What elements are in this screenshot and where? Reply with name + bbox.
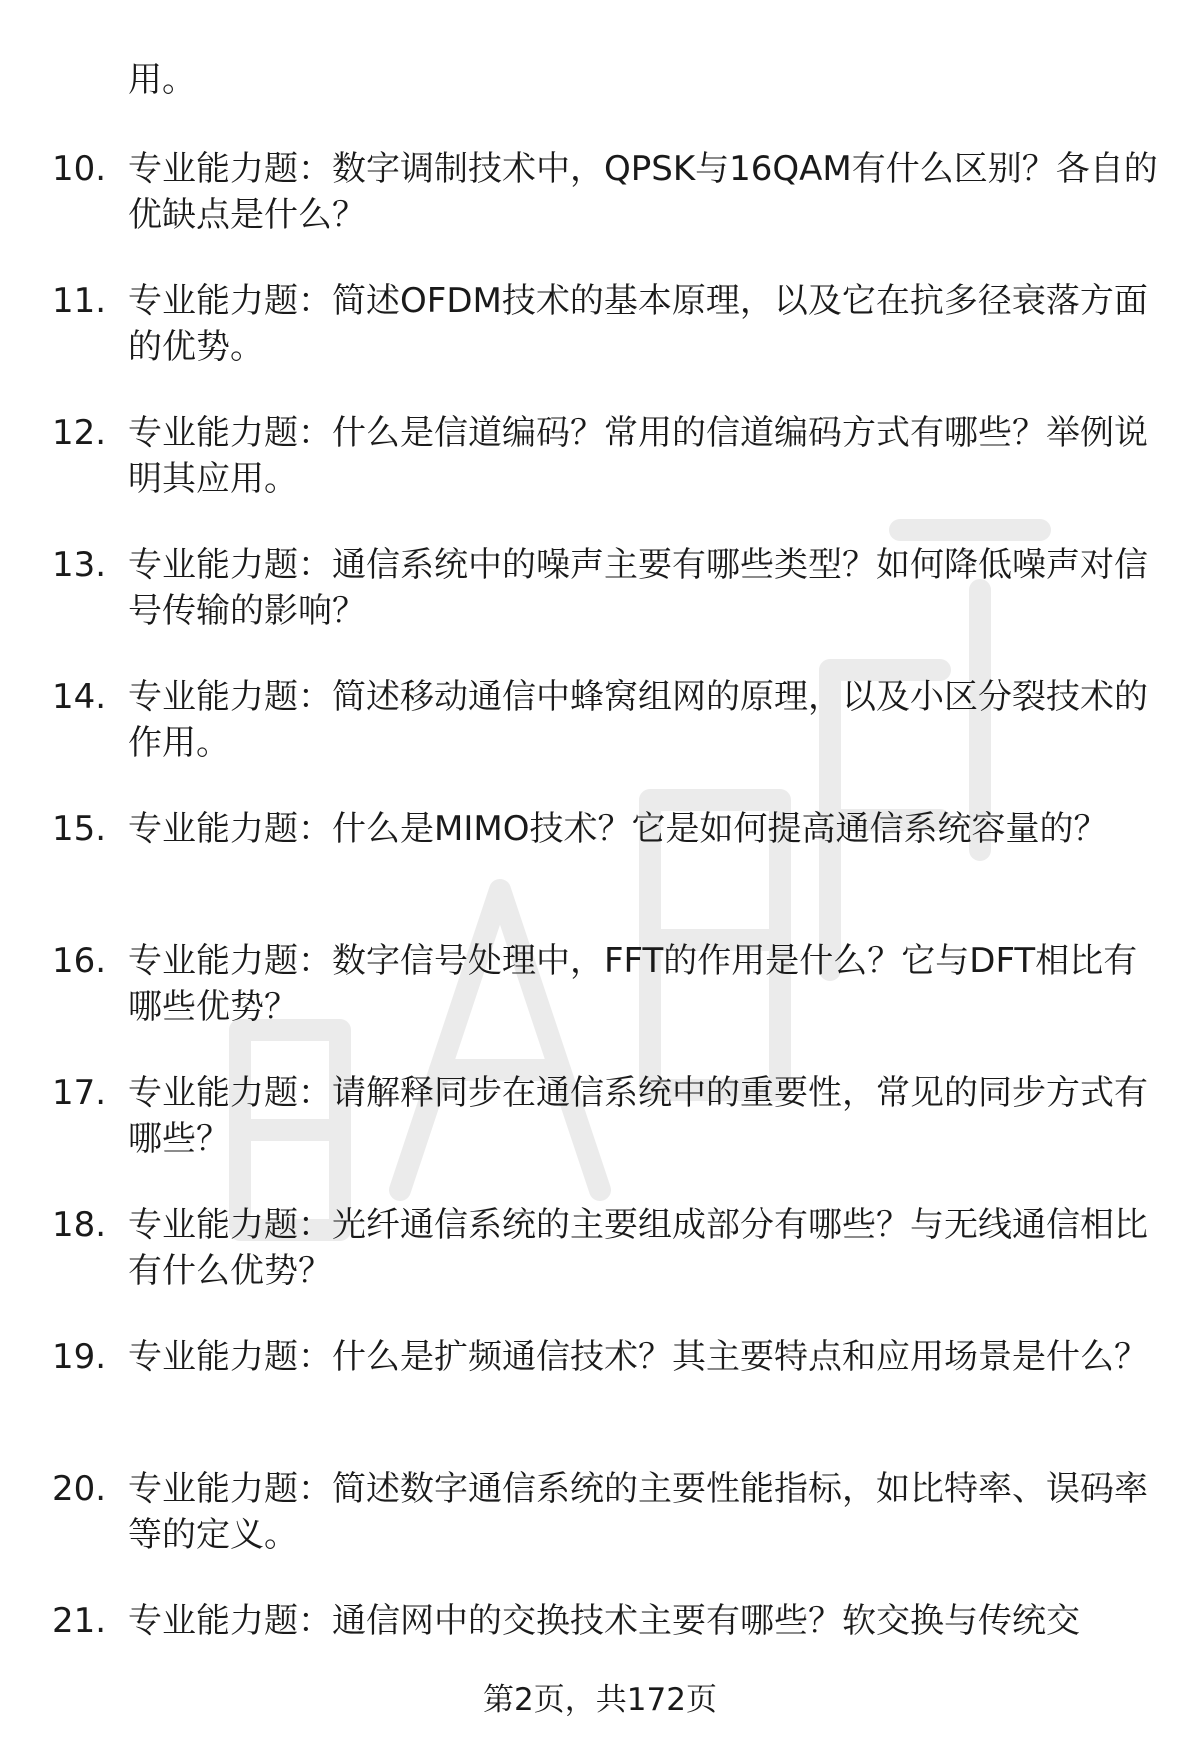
- list-item: [52, 674, 1162, 766]
- question-number: 12.: [52, 413, 107, 453]
- list-item: [52, 1334, 1162, 1426]
- list-item: [52, 278, 1162, 370]
- question-number: 14.: [52, 677, 107, 717]
- question-number: 20.: [52, 1469, 107, 1509]
- list-item: [52, 1070, 1162, 1162]
- question-number: 17.: [52, 1073, 107, 1113]
- question-text: 专业能力题：数字信号处理中，FFT的作用是什么？它与DFT相比有哪些优势？: [128, 941, 1138, 1027]
- question-text: 专业能力题：请解释同步在通信系统中的重要性，常见的同步方式有哪些？: [128, 1073, 1148, 1159]
- list-item: [52, 1466, 1162, 1558]
- question-number: 21.: [52, 1601, 107, 1641]
- continuation-text: 用。: [128, 60, 196, 100]
- question-number: 19.: [52, 1337, 107, 1377]
- question-number: 15.: [52, 809, 107, 849]
- question-list: [52, 146, 1162, 1730]
- question-number: 10.: [52, 149, 107, 189]
- question-number: 16.: [52, 941, 107, 981]
- question-text: 专业能力题：通信网中的交换技术主要有哪些？软交换与传统交: [128, 1601, 1080, 1641]
- question-text: 专业能力题：简述OFDM技术的基本原理，以及它在抗多径衰落方面的优势。: [128, 281, 1148, 367]
- list-item: [52, 1202, 1162, 1294]
- list-item: [52, 146, 1162, 238]
- question-number: 18.: [52, 1205, 107, 1245]
- question-text: 专业能力题：什么是扩频通信技术？其主要特点和应用场景是什么？: [128, 1337, 1148, 1377]
- page-footer: 第2页，共172页: [483, 1682, 717, 1718]
- list-item: [52, 938, 1162, 1030]
- question-text: 专业能力题：什么是信道编码？常用的信道编码方式有哪些？举例说明其应用。: [128, 413, 1148, 499]
- list-item: [52, 1598, 1162, 1690]
- question-text: 专业能力题：通信系统中的噪声主要有哪些类型？如何降低噪声对信号传输的影响？: [128, 545, 1148, 631]
- question-text: 专业能力题：数字调制技术中，QPSK与16QAM有什么区别？各自的优缺点是什么？: [128, 149, 1158, 235]
- question-text: 专业能力题：什么是MIMO技术？它是如何提高通信系统容量的？: [128, 809, 1108, 849]
- list-item: [52, 542, 1162, 634]
- list-item: [52, 410, 1162, 502]
- question-text: 专业能力题：光纤通信系统的主要组成部分有哪些？与无线通信相比有什么优势？: [128, 1205, 1148, 1291]
- question-number: 13.: [52, 545, 107, 585]
- list-item: [52, 806, 1162, 898]
- question-text: 专业能力题：简述移动通信中蜂窝组网的原理，以及小区分裂技术的作用。: [128, 677, 1148, 763]
- question-number: 11.: [52, 281, 107, 321]
- question-text: 专业能力题：简述数字通信系统的主要性能指标，如比特率、误码率等的定义。: [128, 1469, 1148, 1555]
